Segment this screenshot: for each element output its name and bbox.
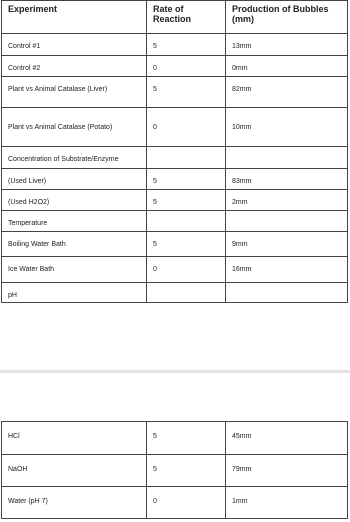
table-row bbox=[2, 455, 348, 487]
experiment-cell: NaOH bbox=[2, 455, 147, 487]
table-row bbox=[2, 108, 348, 147]
rate-cell: 5 bbox=[147, 169, 226, 190]
table-row bbox=[2, 232, 348, 257]
rate-cell bbox=[147, 147, 226, 169]
rate-cell bbox=[147, 211, 226, 232]
experiment-cell: Plant vs Animal Catalase (Liver) bbox=[2, 77, 147, 108]
experiment-cell: Boiling Water Bath bbox=[2, 232, 147, 257]
rate-cell: 5 bbox=[147, 34, 226, 56]
production-cell: 9mm bbox=[226, 232, 348, 257]
rate-cell: 0 bbox=[147, 108, 226, 147]
production-cell: 45mm bbox=[226, 422, 348, 455]
production-cell: 10mm bbox=[226, 108, 348, 147]
rate-cell: 5 bbox=[147, 77, 226, 108]
table-row bbox=[2, 77, 348, 108]
production-cell: 83mm bbox=[226, 169, 348, 190]
table-row bbox=[2, 422, 348, 455]
production-cell: 1mm bbox=[226, 487, 348, 519]
table-row bbox=[2, 169, 348, 190]
experiment-cell: Ice Water Bath bbox=[2, 257, 147, 283]
production-cell: 16mm bbox=[226, 257, 348, 283]
rate-cell: 0 bbox=[147, 487, 226, 519]
section-heading-concentration: Concentration of Substrate/Enzyme bbox=[2, 147, 147, 169]
table-row bbox=[2, 190, 348, 211]
table-row bbox=[2, 283, 348, 303]
results-table-page-1 bbox=[1, 0, 348, 303]
header-production-of-bubbles: Production of Bubbles (mm) bbox=[226, 1, 348, 34]
rate-cell: 5 bbox=[147, 455, 226, 487]
rate-cell: 5 bbox=[147, 232, 226, 257]
experiment-cell: Control #1 bbox=[2, 34, 147, 56]
production-cell bbox=[226, 283, 348, 303]
table-row bbox=[2, 34, 348, 56]
table-row bbox=[2, 487, 348, 519]
production-cell: 2mm bbox=[226, 190, 348, 211]
production-cell: 82mm bbox=[226, 77, 348, 108]
rate-cell: 5 bbox=[147, 190, 226, 211]
table-row bbox=[2, 147, 348, 169]
experiment-cell: HCl bbox=[2, 422, 147, 455]
rate-cell bbox=[147, 283, 226, 303]
production-cell bbox=[226, 147, 348, 169]
table-row bbox=[2, 257, 348, 283]
header-rate-of-reaction: Rate of Reaction bbox=[147, 1, 226, 34]
rate-cell: 0 bbox=[147, 56, 226, 77]
experiment-cell: (Used Liver) bbox=[2, 169, 147, 190]
rate-cell: 0 bbox=[147, 257, 226, 283]
rate-cell: 5 bbox=[147, 422, 226, 455]
section-heading-temperature: Temperature bbox=[2, 211, 147, 232]
table-row bbox=[2, 56, 348, 77]
section-heading-ph: pH bbox=[2, 283, 147, 303]
experiment-cell: Control #2 bbox=[2, 56, 147, 77]
experiment-cell: (Used H2O2) bbox=[2, 190, 147, 211]
production-cell: 0mm bbox=[226, 56, 348, 77]
page-break-divider bbox=[0, 370, 350, 373]
production-cell bbox=[226, 211, 348, 232]
experiment-cell: Water (pH 7) bbox=[2, 487, 147, 519]
header-experiment: Experiment bbox=[2, 1, 147, 34]
production-cell: 79mm bbox=[226, 455, 348, 487]
production-cell: 13mm bbox=[226, 34, 348, 56]
header-row bbox=[2, 1, 348, 34]
table-row bbox=[2, 211, 348, 232]
experiment-cell: Plant vs Animal Catalase (Potato) bbox=[2, 108, 147, 147]
results-table-page-2 bbox=[1, 421, 348, 519]
